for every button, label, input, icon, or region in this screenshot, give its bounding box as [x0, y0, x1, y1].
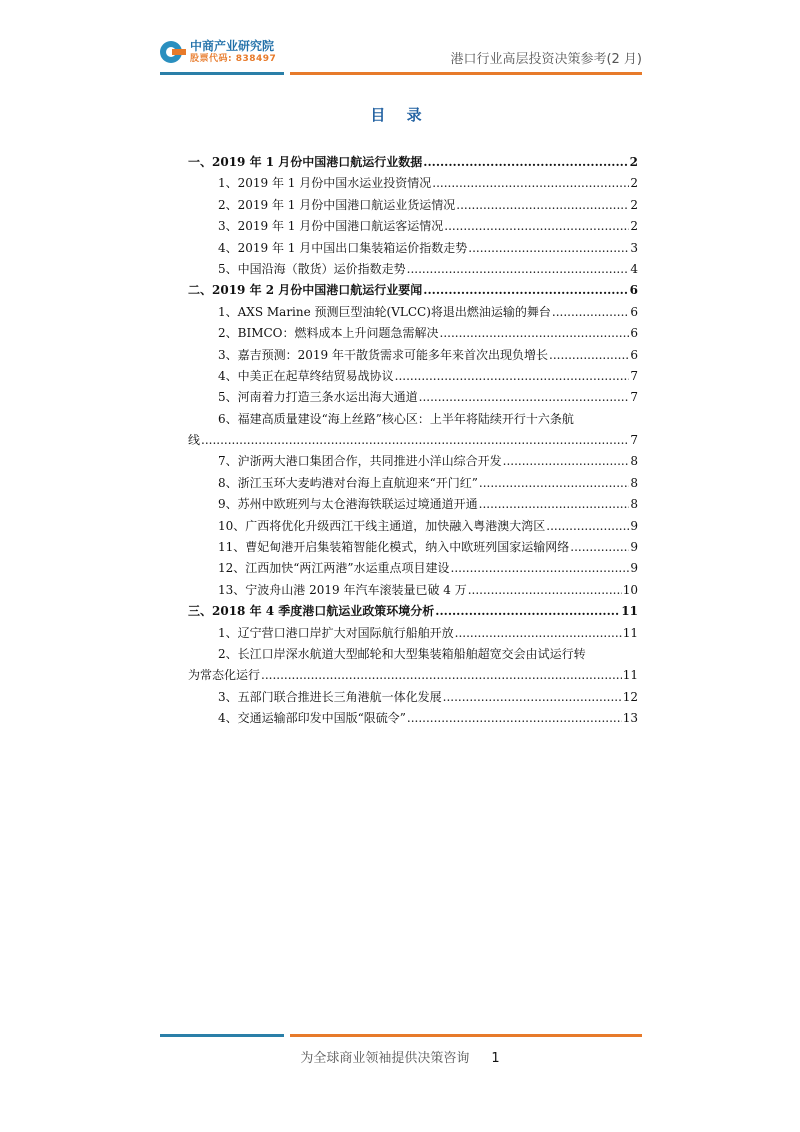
logo-name: 中商产业研究院 [190, 39, 275, 53]
toc-item-label: 5、中国沿海（散货）运价指数走势 [218, 261, 406, 276]
toc-item-label: 1、2019 年 1 月份中国水运业投资情况 [218, 176, 432, 191]
toc-page: 8 [630, 497, 638, 512]
toc-item[interactable] [188, 473, 638, 494]
toc-page: 7 [630, 433, 638, 448]
toc-page: 11 [622, 625, 638, 640]
toc-item[interactable] [188, 451, 638, 472]
toc-section-label: 三、2018 年 4 季度港口航运业政策环境分析 [188, 604, 435, 619]
toc-item-label: 8、浙江玉环大麦屿港对台海上直航迎来“开门红” [218, 475, 478, 490]
toc-item-label: 3、五部门联合推进长三角港航一体化发展 [218, 689, 442, 704]
toc-item-label: 7、沪浙两大港口集团合作，共同推进小洋山综合开发 [218, 454, 502, 469]
toc-item-label: 6、福建高质量建设“海上丝路”核心区：上半年将陆续开行十六条航 [218, 411, 574, 426]
toc-item-label: 10、广西将优化升级西江干线主通道，加快融入粤港澳大湾区 [218, 518, 546, 533]
footer-rule-orange [290, 1034, 642, 1037]
toc-page: 4 [630, 261, 638, 276]
toc-item-label: 4、中美正在起草终结贸易战协议 [218, 368, 394, 383]
toc-page: 7 [630, 368, 638, 383]
toc-item[interactable] [188, 537, 638, 558]
toc-item-label: 3、嘉吉预测：2019 年干散货需求可能多年来首次出现负增长 [218, 347, 548, 362]
toc-page: 8 [630, 454, 638, 469]
toc-item-label: 2、2019 年 1 月份中国港口航运业货运情况 [218, 197, 456, 212]
toc-page: 2 [630, 176, 638, 191]
stock-code: 股票代码: 838497 [190, 54, 277, 64]
toc-item[interactable] [188, 494, 638, 515]
toc-item-label: 11、曹妃甸港开启集装箱智能化模式，纳入中欧班列国家运输网络 [218, 540, 570, 555]
toc-page: 9 [630, 561, 638, 576]
toc-item-label-cont: 线 [188, 433, 201, 448]
toc-item[interactable] [188, 387, 638, 408]
toc-item-label: 4、交通运输部印发中国版“限硫令” [218, 711, 406, 726]
toc-item[interactable] [188, 323, 638, 344]
page-header [160, 38, 642, 74]
toc-item-label: 2、BIMCO：燃料成本上升问题急需解决 [218, 326, 439, 341]
toc-item[interactable] [188, 580, 638, 601]
toc-page: 8 [630, 475, 638, 490]
table-of-contents [188, 152, 638, 730]
toc-page: 2 [629, 155, 638, 169]
toc-page: 6 [630, 326, 638, 341]
toc-section[interactable] [188, 601, 638, 622]
toc-item-label: 1、辽宁营口港口岸扩大对国际航行船舶开放 [218, 625, 454, 640]
page-footer [0, 1047, 800, 1066]
toc-item-label-cont: 为常态化运行 [188, 668, 261, 683]
toc-item-label: 3、2019 年 1 月份中国港口航运客运情况 [218, 219, 444, 234]
toc-item-label: 9、苏州中欧班列与太仓港海铁联运过境通道开通 [218, 497, 478, 512]
header-title: 港口行业高层投资决策参考(2 月) [450, 52, 642, 67]
toc-item[interactable] [188, 516, 638, 537]
header-rule-blue [160, 72, 284, 75]
footer-rule-blue [160, 1034, 284, 1037]
toc-page: 11 [622, 668, 638, 683]
toc-page: 6 [630, 347, 638, 362]
toc-item[interactable] [188, 216, 638, 237]
toc-item-label: 5、河南着力打造三条水运出海大通道 [218, 390, 418, 405]
toc-item-label: 13、宁波舟山港 2019 年汽车滚装量已破 4 万 [218, 582, 467, 597]
toc-item[interactable] [188, 623, 638, 644]
toc-item[interactable] [188, 259, 638, 280]
toc-item-label: 1、AXS Marine 预测巨型油轮(VLCC)将退出燃油运输的舞台 [218, 304, 551, 319]
toc-page: 3 [630, 240, 638, 255]
toc-item[interactable] [188, 195, 638, 216]
toc-page: 13 [622, 711, 638, 726]
toc-page: 2 [630, 197, 638, 212]
toc-section[interactable] [188, 152, 638, 173]
toc-item[interactable] [188, 409, 638, 452]
toc-item-label: 4、2019 年 1 月中国出口集装箱运价指数走势 [218, 240, 468, 255]
logo-icon [160, 41, 182, 63]
toc-item[interactable] [188, 708, 638, 729]
toc-item[interactable] [188, 644, 638, 687]
toc-item[interactable] [188, 302, 638, 323]
toc-page: 7 [630, 390, 638, 405]
toc-page: 10 [622, 582, 638, 597]
toc-item[interactable] [188, 173, 638, 194]
toc-section-label: 一、2019 年 1 月份中国港口航运行业数据 [188, 155, 423, 169]
toc-page: 9 [630, 540, 638, 555]
toc-page: 6 [630, 304, 638, 319]
header-rule-orange [290, 72, 642, 75]
toc-section-label: 二、2019 年 2 月份中国港口航运行业要闻 [188, 283, 423, 298]
toc-page: 12 [622, 689, 638, 704]
toc-item[interactable] [188, 687, 638, 708]
toc-section[interactable] [188, 280, 638, 301]
toc-item-label: 12、江西加快“两江两港”水运重点项目建设 [218, 561, 450, 576]
toc-item-label: 2、长江口岸深水航道大型邮轮和大型集装箱船舶超宽交会由试运行转 [218, 646, 586, 661]
toc-page: 2 [630, 219, 638, 234]
toc-page: 11 [621, 604, 638, 619]
toc-item[interactable] [188, 345, 638, 366]
footer-slogan: 为全球商业领袖提供决策咨询 [300, 1051, 470, 1066]
toc-page: 6 [629, 283, 638, 298]
toc-item[interactable] [188, 238, 638, 259]
company-logo [160, 40, 276, 64]
toc-page: 9 [630, 518, 638, 533]
toc-title: 目 录 [370, 106, 430, 124]
page-number: 1 [491, 1051, 500, 1066]
toc-item[interactable] [188, 558, 638, 579]
toc-item[interactable] [188, 366, 638, 387]
